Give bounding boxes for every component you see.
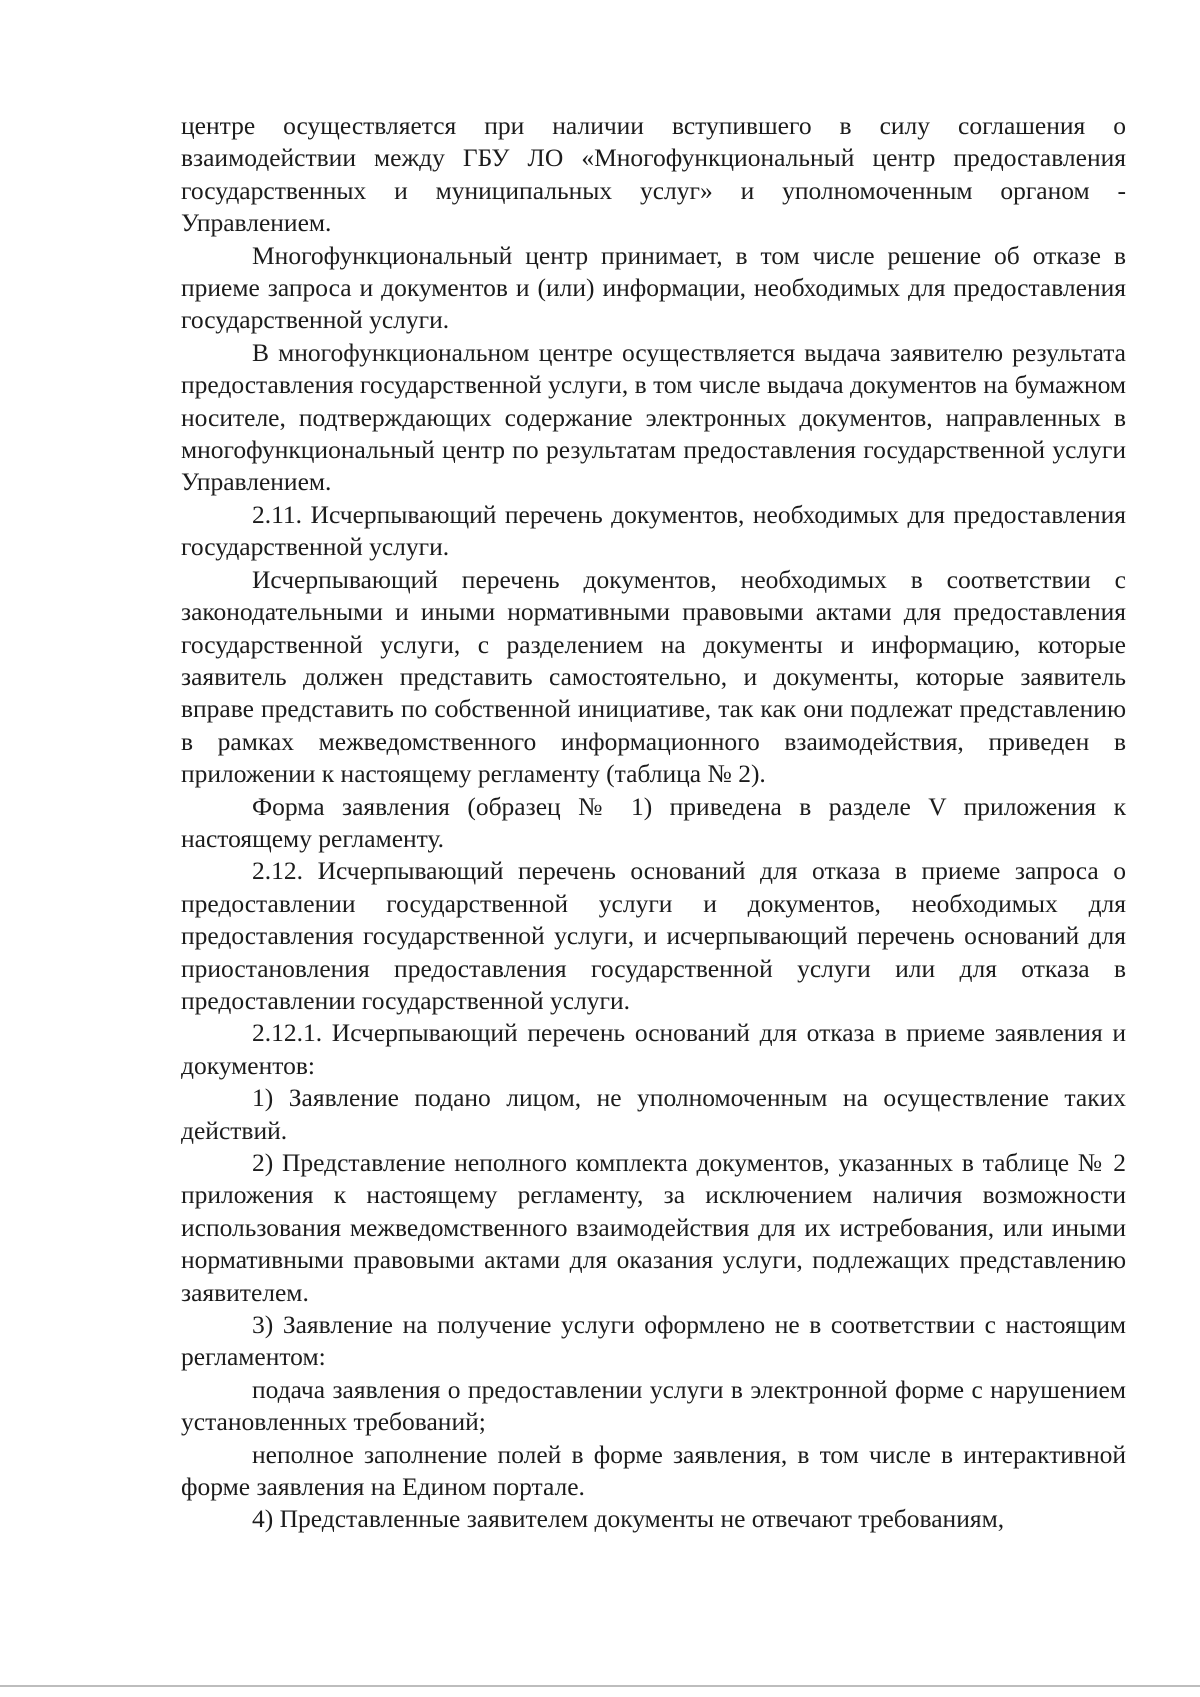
paragraph-10: 2) Представление неполного комплекта документов, указанных в таблице № 2 приложения к настоящему регламенту, за исключением наличия возможности использования межведомственного взаимодействия для их истребования, или иными нормативными правовыми актами для оказания услуги, подлежащих представлению заявителем. — [181, 1148, 1126, 1307]
document-body — [181, 110, 1126, 1536]
paragraph-2: Многофункциональный центр принимает, в том числе решение об отказе в приеме запроса и документов и (или) информации, необходимых для предоставления государственной услуги. — [181, 240, 1126, 335]
paragraph-11: 3) Заявление на получение услуги оформлено не в соответствии с настоящим регламентом: — [181, 1310, 1126, 1372]
paragraph-13: неполное заполнение полей в форме заявления, в том числе в интерактивной форме заявления на Едином портале. — [181, 1439, 1126, 1502]
paragraph-6: Форма заявления (образец № 1) приведена в разделе V приложения к настоящему регламенту. — [181, 791, 1126, 853]
scan-edge-line — [0, 1685, 1200, 1687]
paragraph-8: 2.12.1. Исчерпывающий перечень оснований для отказа в приеме заявления и документов: — [181, 1018, 1126, 1080]
paragraph-7: 2.12. Исчерпывающий перечень оснований для отказа в приеме запроса о предоставлении государственной услуги и документов, необходимых для предоставления государственной услуги, и исчерпывающий перечень оснований для приостановления предоставления государственной услуги или для отказа в предоставлении государственной услуги. — [181, 856, 1126, 1015]
paragraph-1: центре осуществляется при наличии вступившего в силу соглашения о взаимодействии между ГБУ ЛО «Многофункциональный центр предоставления государственных и муниципальных услуг» и уполномоченным органом - Управлением. — [181, 111, 1126, 238]
paragraph-12: подача заявления о предоставлении услуги в электронной форме с нарушением установленных требований; — [181, 1374, 1126, 1437]
paragraph-5: Исчерпывающий перечень документов, необходимых в соответствии с законодательными и иными нормативными правовыми актами для предоставления государственной услуги, с разделением на документы и информацию, которые заявитель должен представить самостоятельно, и документы, которые заявитель вправе представить по собственной инициативе, так как они подлежат представлению в рамках межведомственного информационного взаимодействия, приведен в приложении к настоящему регламенту (таблица № 2). — [181, 564, 1126, 789]
paragraph-4: 2.11. Исчерпывающий перечень документов, необходимых для предоставления государственной услуги. — [181, 499, 1126, 562]
paragraph-14: 4) Представленные заявителем документы не отвечают требованиям, — [252, 1504, 1005, 1534]
paragraph-3: В многофункциональном центре осуществляется выдача заявителю результата предоставления государственной услуги, в том числе выдача документов на бумажном носителе, подтверждающих содержание электронных документов, направленных в многофункциональный центр по результатам предоставления государственной услуги Управлением. — [181, 337, 1126, 497]
paragraph-9: 1) Заявление подано лицом, не уполномоченным на осуществление таких действий. — [181, 1083, 1126, 1145]
